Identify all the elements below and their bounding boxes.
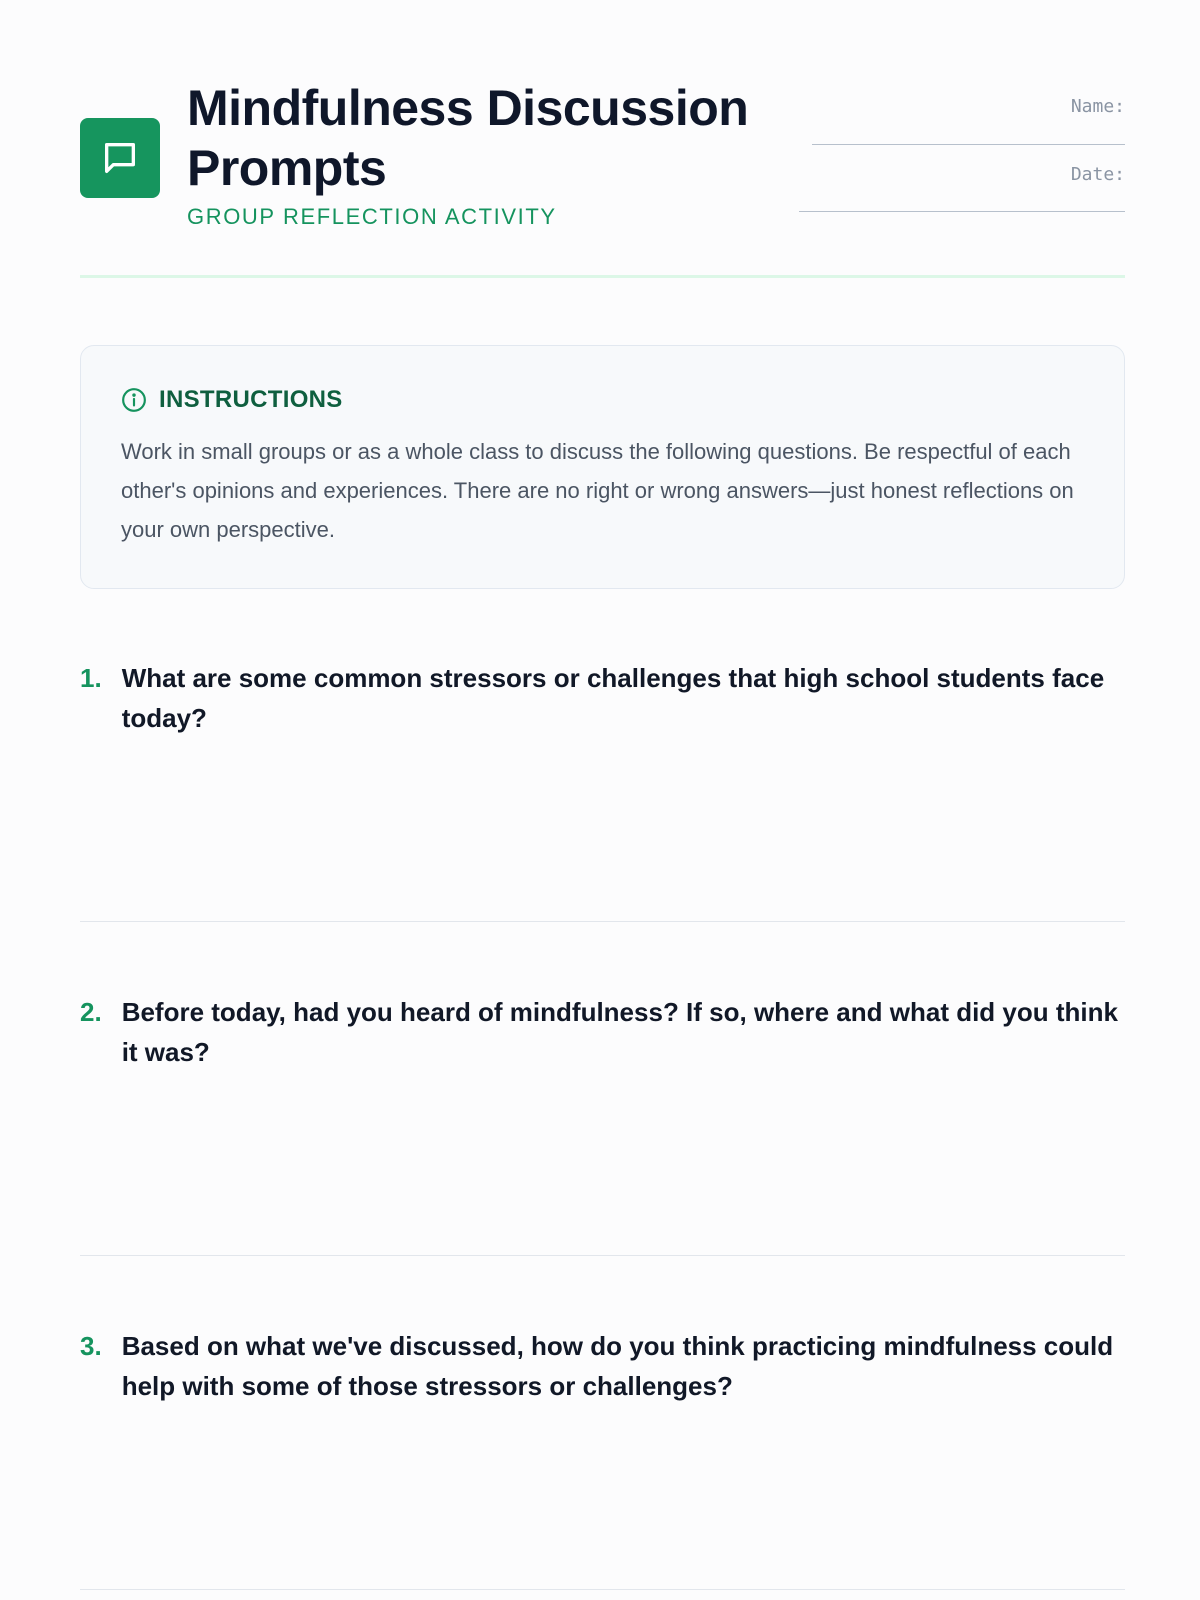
date-label: Date: — [1070, 164, 1125, 185]
page-title: Mindfulness Discussion Prompts — [187, 80, 749, 196]
answer-area-divider — [80, 921, 1125, 922]
date-field[interactable] — [1071, 164, 1125, 185]
question-number: 3. — [80, 1331, 102, 1361]
question-2 — [80, 992, 1125, 1072]
instructions-box — [80, 345, 1125, 589]
question-3 — [80, 1326, 1125, 1406]
name-line[interactable] — [812, 144, 1125, 145]
question-number: 2. — [80, 997, 102, 1027]
answer-area-divider — [80, 1589, 1125, 1590]
instructions-header — [121, 386, 1084, 414]
name-field[interactable] — [1071, 96, 1125, 117]
question-text: Before today, had you heard of mindfulness? If so, where and what did you think it was? — [121, 997, 1118, 1067]
answer-area-divider — [80, 1255, 1125, 1256]
title-block — [187, 78, 807, 230]
header-divider — [80, 275, 1125, 278]
name-label: Name: — [1070, 96, 1125, 117]
page-subtitle: GROUP REFLECTION ACTIVITY — [187, 204, 557, 229]
date-line[interactable] — [799, 211, 1125, 212]
info-icon — [121, 387, 147, 413]
question-number: 1. — [80, 663, 102, 693]
question-1 — [80, 658, 1125, 738]
logo — [80, 118, 160, 198]
worksheet-page — [80, 0, 1125, 1600]
instructions-body: Work in small groups or as a whole class to discuss the following questions. Be respectful of each other's opinions and experiences. There are no right or wrong answers—just honest reflections on your own perspective. — [121, 439, 1074, 542]
question-text: Based on what we've discussed, how do you think practicing mindfulness could help with some of those stressors or challenges? — [121, 1331, 1114, 1401]
instructions-title: INSTRUCTIONS — [159, 386, 343, 413]
chat-bubble-icon — [100, 138, 140, 178]
header — [80, 78, 1125, 278]
question-text: What are some common stressors or challenges that high school students face today? — [121, 663, 1105, 733]
